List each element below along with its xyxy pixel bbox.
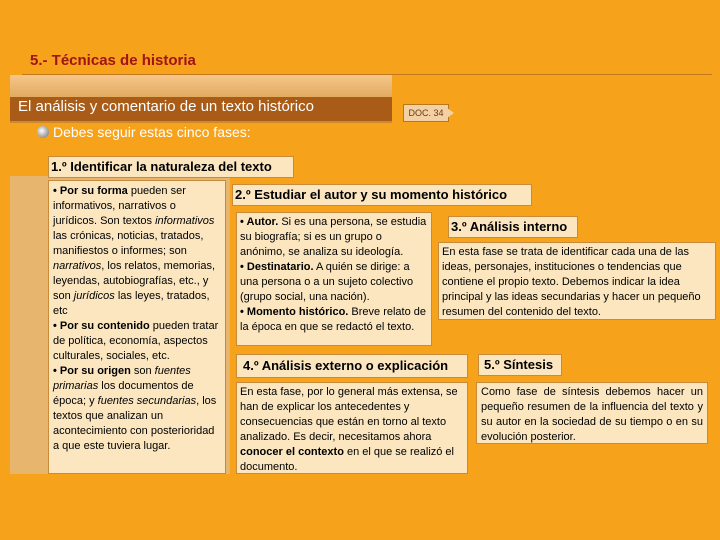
phase1-text: informativos (155, 215, 215, 227)
phase1-text: las crónicas, noticias, tratados, manifiestos o informes; son (53, 230, 204, 257)
bullet-icon (37, 126, 49, 138)
phase1-body (48, 180, 226, 474)
phase2-text: A quién se dirige: a una persona o a un sujeto colectivo (grupo social, una nación). (240, 261, 414, 303)
phase1-text: fuentes primarias (53, 365, 191, 392)
intro-text: Debes seguir estas cinco fases: (53, 124, 251, 140)
phase1-heading-box (48, 156, 294, 178)
phase2-author-label: • Autor. (240, 216, 279, 228)
phase2-moment-label: • Momento histórico. (240, 306, 349, 318)
phase3-heading-box (448, 216, 578, 238)
phase5-heading: 5.º Síntesis (484, 357, 554, 372)
phase1-content-label: • Por su contenido (53, 320, 150, 332)
phase5-heading-box (478, 354, 562, 376)
phase1-text: jurídicos (73, 290, 115, 302)
phase2-heading: 2.º Estudiar el autor y su momento histórico (235, 187, 508, 202)
phase1-text: fuentes secundarias (97, 395, 197, 407)
phase2-heading-box (232, 184, 532, 206)
phase1-heading: 1.º Identificar la naturaleza del texto (51, 159, 272, 174)
phase1-text: son (130, 365, 155, 377)
phase1-text: pueden tratar de política, economía, aspectos culturales, sociales, etc. (53, 320, 219, 362)
phase4-text: En esta fase, por lo general más extensa, se han de explicar los antecedentes y consecuencias que están en torno al texto analizado. Es decir, necesitamos ahora (240, 386, 458, 443)
phase2-text: Breve relato de la época en que se redactó el texto. (240, 306, 427, 333)
doc-arrow-icon (447, 108, 454, 118)
doc-label: DOC. 34 (403, 104, 449, 122)
phase4-heading: 4.º Análisis externo o explicación (243, 358, 449, 373)
phase2-recipient-label: • Destinatario. (240, 261, 314, 273)
phase1-text: pueden ser informativos, narrativos o jurídicos. Son textos (53, 185, 186, 227)
phase1-text: , los relatos, memorias, leyendas, autobiografías, etc., y son (53, 260, 215, 302)
phase4-text: en el que se realizó el documento. (240, 446, 454, 473)
phase1-origin-label: • Por su origen (53, 365, 131, 377)
phase4-context-label: conocer el contexto (240, 446, 344, 458)
phase4-heading-box (236, 354, 468, 378)
phase1-text: narrativos (53, 260, 102, 272)
phase1-form-label: • Por su forma (53, 185, 128, 197)
section-title: 5.- Técnicas de historia (30, 52, 196, 69)
phase3-body: En esta fase se trata de identificar cada una de las ideas, personajes, instituciones o tendencias que contiene el propio texto. Debemos indicar la idea principal y las ideas secundarias y hacer un pequeño resumen del contenido del texto. (438, 242, 716, 320)
phase1-text: los documentos de época; y (53, 380, 194, 407)
subtitle-text: El análisis y comentario de un texto histórico (18, 98, 314, 115)
phase1-text: las leyes, tratados, etc (53, 290, 210, 317)
phase2-text: Si es una persona, se estudia su biografía; si es un grupo o anónimo, se analiza su ideología. (240, 216, 427, 258)
phase2-body (236, 212, 432, 346)
phase1-text: , los textos que analizan un acontecimiento con posterioridad a que este tuviera lugar. (53, 395, 217, 452)
phase4-body (236, 382, 468, 474)
phase5-body: Como fase de síntesis debemos hacer un pequeño resumen de la influencia del texto y su autor en la sociedad de su tiempo o en su evolución posterior. (476, 382, 708, 444)
phase3-heading: 3.º Análisis interno (451, 219, 568, 234)
